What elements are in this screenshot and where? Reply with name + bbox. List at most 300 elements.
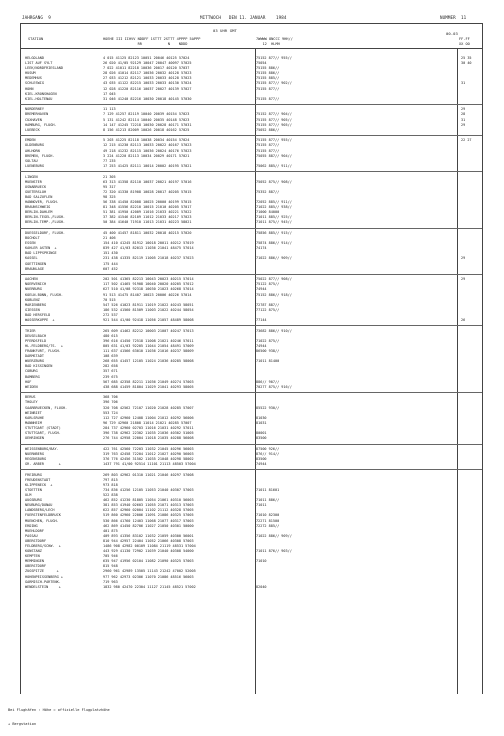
station-name: AHLHORN <box>25 148 40 153</box>
weather-groups: 83500 <box>256 456 267 461</box>
observation-groups: 95 317 <box>103 184 116 189</box>
station-row <box>20 267 482 272</box>
station-row <box>20 385 482 390</box>
observation-groups: 37 382 41546 82109 11012 21033 40217 57023 <box>103 215 192 220</box>
station-name: KOELN-BONN, FLUGH. <box>25 292 63 297</box>
observation-groups: 12 215 41230 82113 10033 20022 40167 57023 <box>103 143 192 148</box>
station-name: OBERSTDORF <box>25 564 47 569</box>
station-name: GIESSEN <box>25 307 40 312</box>
gust-values: 29 <box>461 256 466 261</box>
observation-groups: 12 028 41220 82116 10037 20027 40139 57027 <box>103 86 192 91</box>
station-group <box>20 138 482 169</box>
gust-values: 29 <box>461 122 466 127</box>
station-name: LUEBECK <box>25 127 40 132</box>
weather-groups: 75052 875// 908// <box>256 179 292 184</box>
gust-values: 29 <box>461 277 466 282</box>
observation-groups: 357 671 <box>103 369 118 374</box>
observation-groups: 186 532 41560 81509 11003 21022 40244 58054 <box>103 307 194 312</box>
station-name: BRAUNSCHWEIG <box>25 205 51 210</box>
observation-groups: 522 838 <box>103 493 118 498</box>
header-rule-top <box>20 23 482 24</box>
station-name: BERLIN-TEGEL,FLUGH. <box>25 215 66 220</box>
station-name: HAMBURG, FLUGH. <box>25 122 57 127</box>
observation-groups: 49 218 41232 82115 10036 20024 40176 57023 <box>103 148 192 153</box>
observation-groups: 368 706 <box>103 395 118 400</box>
station-name: SCHLESWIG <box>25 81 44 86</box>
column-header-ff-1: FF-FF <box>459 37 470 41</box>
weather-groups: 75155 886// <box>256 66 280 71</box>
weather-groups: 75152 877// 955// <box>256 56 292 60</box>
weather-groups: 75155 877// <box>256 86 280 91</box>
station-name: WENDELSTEIN + <box>25 584 61 589</box>
header-rule-bottom <box>20 48 482 49</box>
station-name: MUENCHEN, FLUGH. <box>25 518 59 523</box>
station-name: FRANKFURT, FLUGH. <box>25 349 61 354</box>
weather-groups: 71022 886// 909// <box>256 256 292 261</box>
station-name: DUESSELDORF, FLUGH. <box>25 231 66 235</box>
observation-groups: 1437 791 41/00 92514 11101 21113 48503 57004 <box>103 462 196 467</box>
observation-groups: 5 203 41225 82118 10038 20034 40154 57024 <box>103 138 190 143</box>
weather-groups: 71010 <box>256 559 267 564</box>
observation-groups: 81 348 41556 82210 10015 21010 40205 57017 <box>103 205 192 210</box>
group-separator <box>20 135 482 136</box>
station-name: MUEHLDORF <box>25 528 44 533</box>
weather-groups: 71011 886// <box>256 498 280 503</box>
observation-groups: 154 410 41245 81912 10018 20011 40212 57019 <box>103 241 194 246</box>
observation-groups: 17 045 <box>103 91 116 96</box>
observation-groups: 31 046 41240 82216 10030 20018 40145 57030 <box>103 96 192 101</box>
observation-groups: 635 947 41956 02104 11082 21090 40325 57003 <box>103 559 194 564</box>
observation-groups: 26 020 41/05 92129 10047 20047 40097 57025 <box>103 61 192 66</box>
station-name: WEISSENBURG/BAY. <box>25 446 59 451</box>
weather-groups: 81030 <box>256 415 267 420</box>
observation-groups: 567 685 42358 82211 11036 21049 40274 57003 <box>103 379 194 384</box>
observation-groups: 462 869 41450 82706 11027 21050 40301 50000 <box>103 523 194 528</box>
weather-groups: 72271 81500 <box>256 518 280 523</box>
station-name: OBERSTDORF <box>25 538 47 543</box>
station-name: STOETTEN <box>25 487 42 492</box>
station-name: MARIENBERG <box>25 302 47 307</box>
observation-groups: 72 320 41330 81908 10028 20017 40205 57015 <box>103 189 192 194</box>
station-name: HOF <box>25 379 32 384</box>
observation-groups: 462 852 41230 81805 11054 21061 40310 56003 <box>103 498 194 503</box>
weather-groups: 75155 877// 905// <box>256 122 292 127</box>
weather-groups: 75352 887// <box>256 189 280 194</box>
observation-groups: 438 688 41459 81804 11029 21041 40293 58005 <box>103 384 194 389</box>
weather-groups: 75155 877// <box>256 96 280 101</box>
station-name: LEEK/NORDFRIESLAND <box>25 66 63 71</box>
station-name: REGENSBURG <box>25 456 47 461</box>
station-name: BRAUNLAGE <box>25 266 44 271</box>
station-name: GOETTINGEN <box>25 261 47 266</box>
station-name: CUXHAVEN <box>25 117 42 122</box>
station-name: ERDING <box>25 523 38 528</box>
weather-groups: 74944 <box>256 343 267 348</box>
observation-groups: 2960 961 42989 13505 11143 21242 47002 52005 <box>103 569 196 574</box>
station-name: WASSERKUPPE + <box>25 318 55 323</box>
station-row <box>20 462 482 467</box>
footer-line-2: + Bergstation <box>8 721 37 726</box>
observation-groups: 1832 980 42470 22304 11127 21145 48521 57002 <box>103 584 196 589</box>
observation-groups: 530 866 41760 12403 11068 21077 40317 57003 <box>103 518 194 523</box>
station-name: GR. ARBER + <box>25 462 61 467</box>
station-name: LINGEN <box>25 174 38 179</box>
station-name: HL.FELDBERG/TS. + <box>25 343 63 348</box>
weather-groups: 82040 <box>256 584 267 589</box>
weather-groups: 75122 875// <box>256 282 280 287</box>
station-name: SAARBRUECKEN, FLUGH. <box>25 405 68 410</box>
weather-groups: 71011 876// 903// <box>256 549 292 554</box>
station-name: BAMBERG <box>25 374 40 379</box>
station-group <box>20 56 482 102</box>
station-name: MUENSTER <box>25 179 42 184</box>
station-name: HANNOVER, FLUGH. <box>25 199 59 204</box>
observation-groups: 96 729 42960 21808 11014 21021 40285 57007 <box>103 420 192 425</box>
group-separator <box>20 392 482 393</box>
station-name: NUERBURG <box>25 287 42 292</box>
station-name: BREMEN, FLUGH. <box>25 153 55 158</box>
station-group <box>20 473 482 590</box>
station-name: KONSTANZ <box>25 549 42 554</box>
observation-groups: 272 537 <box>103 312 118 317</box>
observation-groups: 839 427 41/03 82013 11036 21041 48475 57014 <box>103 246 194 251</box>
column-header-ff-2: XX OO <box>459 41 470 46</box>
station-name: NUERNBERG <box>25 451 44 456</box>
observation-groups: 8 156 41213 82009 10026 20018 40162 57025 <box>103 127 190 132</box>
station-name: BAD LIPPSPRINGE <box>25 251 57 256</box>
station-name: PASSAU <box>25 533 38 538</box>
observation-groups: 45 400 41457 81811 10032 20018 40215 57020 <box>103 231 192 235</box>
station-name: KEMPTEN <box>25 554 40 559</box>
volume-label: JAHRGANG 9 <box>22 15 51 20</box>
observation-groups: 480 615 <box>103 333 118 338</box>
weather-groups: 87500 926// <box>256 446 280 451</box>
station-name: BREMERHAVEN <box>25 112 49 117</box>
observation-groups: 320 708 42562 72107 11020 21028 40285 57007 <box>103 405 194 410</box>
station-name: BAD KISSINGEN <box>25 364 53 369</box>
observation-groups: 810 944 42957 22404 11052 21066 40308 57003 <box>103 538 194 543</box>
station-name: ESSEN <box>25 241 36 246</box>
observation-groups: 17 253 41425 82111 10014 20002 40195 57021 <box>103 163 192 168</box>
station-name: GARMISCH-PARTENK. <box>25 579 61 584</box>
observation-groups: 108 639 <box>103 354 118 359</box>
weather-groups: 75055 887// 904// <box>256 153 292 158</box>
group-separator <box>20 171 482 172</box>
station-row <box>20 97 482 102</box>
gust-values: 28 <box>461 112 466 117</box>
weather-groups: 75155 885// <box>256 76 280 81</box>
station-name: GUETERSLOH <box>25 189 47 194</box>
observation-groups: 396 706 <box>103 400 118 405</box>
weather-groups: 75155 886// <box>256 71 280 76</box>
weather-groups: 71022 885// 938// <box>256 205 292 210</box>
station-name: SOLTAU <box>25 158 38 163</box>
observation-groups: 607 452 <box>103 266 118 271</box>
station-name: MANNHEIM <box>25 420 42 425</box>
station-name: PFERDSFELD <box>25 338 47 343</box>
station-name: LIST AUF SYLT <box>25 61 53 66</box>
observation-groups: 50 384 41640 71910 11013 21031 40223 58021 <box>103 220 192 225</box>
station-name: KLIPPENECK + <box>25 482 53 487</box>
station-name: NOERVENICH <box>25 282 47 287</box>
station-name: BAD HERSFELD <box>25 312 51 317</box>
group-separator <box>20 469 482 470</box>
footer-line-1: Bei Flughäfen : Höhe = offizielle Flugplatzhöhe <box>8 708 110 713</box>
observation-groups: 1486 908 42982 00109 11084 21119 48531 57004 <box>103 544 196 548</box>
observation-groups: 268 655 41457 12105 11024 21036 40285 58008 <box>103 359 194 364</box>
station-name: MEMMINGEN <box>25 559 44 564</box>
observation-groups: 14 147 41245 72218 10030 20028 40171 57031 <box>103 122 192 127</box>
station-name: FELDBERG/SCHW. + <box>25 544 61 548</box>
station-name: FUERSTENFELDBRUCK <box>25 513 61 518</box>
station-name: LANDSBERG/LECH <box>25 508 55 513</box>
station-name: HOHN <box>25 86 34 91</box>
station-name: TRIER <box>25 328 36 333</box>
observation-groups: 239 675 <box>103 374 118 379</box>
observation-groups: 11 113 <box>103 107 116 112</box>
weather-groups: 73682 886// 910// <box>256 328 292 333</box>
station-name: KOBLENZ <box>25 297 40 302</box>
column-header-obs-1: HOEHE III IIHVV NDDFF 1STTT 2STTT 4PPPP 5APPP <box>103 37 201 41</box>
weather-groups: 75856 885// 915// <box>256 231 292 235</box>
observation-groups: 276 744 42958 22004 11018 21035 40288 56008 <box>103 436 194 441</box>
weather-groups: 75155 877// 902// <box>256 81 292 86</box>
station-name: BOCHOLT <box>25 236 40 241</box>
station-group <box>20 231 482 272</box>
weather-groups: 71022 875// <box>256 338 280 343</box>
weather-groups: 74174 <box>256 246 267 251</box>
weather-groups: 71011 <box>256 503 267 508</box>
station-name: LUENEBURG <box>25 163 44 168</box>
station-group <box>20 447 482 467</box>
weather-groups: 83500 <box>256 436 267 441</box>
weather-groups: 75155 877// 905// <box>256 117 292 122</box>
observation-groups: 409 893 41356 83102 11032 21059 40300 56001 <box>103 533 194 538</box>
station-row <box>20 585 482 590</box>
observation-groups: 7 129 41257 82119 10040 20039 40154 57023 <box>103 112 190 117</box>
group-separator <box>20 104 482 105</box>
weather-groups: 70277 875// 916// <box>256 384 292 389</box>
station-name: KIEL-KRONSHAGEN <box>25 91 57 96</box>
weather-groups: 75052 886// <box>256 127 280 132</box>
period-label: 00-03 <box>446 31 458 36</box>
station-row <box>20 128 482 133</box>
station-name: NEUBURG/DONAU <box>25 503 53 508</box>
observation-groups: 401 875 <box>103 528 118 533</box>
observation-groups: 265 609 41462 82212 10003 21007 40247 57013 <box>103 328 194 333</box>
observation-groups: 977 962 42973 02306 11070 21086 48516 56003 <box>103 574 194 579</box>
station-name: WEIDEN <box>25 384 38 389</box>
station-name: BERLIN-DAHLEM <box>25 210 53 215</box>
observation-groups: 376 776 42456 31502 11035 21048 40298 58002 <box>103 456 194 461</box>
group-separator <box>20 274 482 275</box>
weather-groups: 85522 930// <box>256 405 280 410</box>
weather-groups: 75022 877// 908// <box>256 277 292 282</box>
group-separator <box>20 444 482 445</box>
station-name: KASSEL <box>25 256 38 261</box>
observation-groups: 547 526 41023 81911 11019 21022 40243 58051 <box>103 302 194 307</box>
observation-groups: 719 963 <box>103 579 118 584</box>
observation-groups: 269 803 42962 01310 11021 21046 40297 57008 <box>103 472 194 477</box>
weather-groups: 71010 82300 <box>256 513 280 518</box>
weather-groups: 80001 <box>256 431 267 436</box>
observation-groups: 151 430 <box>103 251 118 256</box>
station-name: EMDEN <box>25 138 36 143</box>
station-name: BERUS <box>25 395 36 400</box>
issue-date: MITTWOCH DEN 11. JANUAR 1984 <box>200 15 287 20</box>
observation-groups: 381 853 41940 02603 11055 21071 40313 57003 <box>103 503 194 508</box>
weather-groups: 75152 886// 918// <box>256 292 292 297</box>
gust-values: 22 27 <box>461 138 472 143</box>
observation-groups: 734 836 41256 12105 11053 21040 40307 57003 <box>103 487 194 492</box>
issue-number: NUMMER 11 <box>440 15 467 20</box>
station-name: BERLIN-TEMP.,FLUGH. <box>25 220 66 225</box>
observation-groups: 396 616 41450 72518 11008 21021 40246 57011 <box>103 338 194 343</box>
station-name: WUERZBURG <box>25 359 44 364</box>
station-name: MEDEMHUS <box>25 76 42 81</box>
observation-time: 03 UHR GMT <box>213 28 237 33</box>
observation-groups: 705 946 <box>103 554 118 559</box>
station-name: NORDERNEY <box>25 107 44 112</box>
observation-groups: 21 305 <box>103 174 116 179</box>
weather-groups: 71022 886// 909// <box>256 533 292 538</box>
observation-groups: 43 035 41122 82215 10033 20033 40130 57024 <box>103 81 192 86</box>
station-name: HELGOLAND <box>25 56 44 60</box>
observation-groups: 7 022 41011 82218 10036 20017 40120 57037 <box>103 66 190 71</box>
weather-groups: 77122 875// <box>256 307 280 312</box>
station-name: ULM <box>25 493 32 498</box>
station-name: HUSUM <box>25 71 36 76</box>
observation-groups: 422 761 42560 72203 11032 21045 40296 56003 <box>103 446 194 451</box>
weather-groups: 886// 907// <box>256 379 280 384</box>
weather-groups: 75155 877// <box>256 148 280 153</box>
observation-groups: 396 738 42962 22302 11035 21036 40302 51005 <box>103 431 194 436</box>
station-name: DARMSTADT <box>25 354 44 359</box>
observation-groups: 284 737 42960 02703 11016 21031 40292 57011 <box>103 425 194 430</box>
station-name: COBURG <box>25 369 38 374</box>
station-row <box>20 436 482 441</box>
observation-groups: 70 515 <box>103 297 116 302</box>
station-name: OLDENBURG <box>25 143 44 148</box>
observation-groups: 117 502 41465 91908 10040 20020 40205 57012 <box>103 282 194 287</box>
station-name: KIEL-HOLTENAU <box>25 96 53 101</box>
weather-groups: 71011 81601 <box>256 487 280 492</box>
weather-groups: 81031 <box>256 420 267 425</box>
observation-groups: 51 381 41950 42009 11016 21033 40221 57022 <box>103 210 192 215</box>
weather-groups: 71000 84000 <box>256 210 280 215</box>
weather-groups: 75155 877// <box>256 143 280 148</box>
observation-groups: 921 544 41/00 92418 11056 21057 48489 58008 <box>103 318 194 323</box>
station-group <box>20 277 482 323</box>
gust-values: 30 40 <box>461 61 472 66</box>
observation-groups: 519 860 42960 22006 11091 21086 40325 57005 <box>103 513 194 518</box>
observation-groups: 4 015 41125 82123 10051 20046 40125 57024 <box>103 56 190 60</box>
weather-groups: 77144 <box>256 318 267 323</box>
station-name: STUTTGART (STADT) <box>25 425 61 430</box>
observation-groups: 805 631 41/03 92205 11044 21054 48491 57009 <box>103 343 194 348</box>
station-group <box>20 395 482 441</box>
weather-groups: 74944 <box>256 462 267 467</box>
frame-right <box>482 23 483 694</box>
observation-groups: 63 313 41358 82110 10037 20021 40197 57016 <box>103 179 192 184</box>
gust-values: 29 <box>461 107 466 112</box>
station-name: HOHENPEISSENBERG + <box>25 574 63 579</box>
observation-groups: 5 131 41242 82114 10040 20035 40148 57023 <box>103 117 190 122</box>
observation-groups: 21 406 <box>103 236 116 241</box>
observation-groups: 622 857 42960 02004 11102 21112 40328 57005 <box>103 508 194 513</box>
column-header-ww-2: 12 HLMH <box>256 41 280 46</box>
observation-groups: 91 513 41475 81407 10023 20006 40226 57014 <box>103 292 192 297</box>
observation-groups: 202 501 41365 82213 10043 20023 40215 57014 <box>103 277 194 282</box>
station-row <box>20 220 482 225</box>
observation-groups: 175 444 <box>103 261 118 266</box>
gust-values: 25 35 <box>461 56 472 60</box>
station-name: OEHRINGEN <box>25 436 44 441</box>
station-name: OSNABRUECK <box>25 184 47 189</box>
station-row <box>20 164 482 169</box>
station-group <box>20 175 482 226</box>
observation-groups: 553 724 <box>103 410 118 415</box>
observation-groups: 98 325 <box>103 194 116 199</box>
station-name: FREIBURG <box>25 472 42 477</box>
observation-groups: 973 818 <box>103 482 118 487</box>
column-header-obs-2: RR N NDDD <box>103 41 188 46</box>
weather-groups: 86500 938// <box>256 349 280 354</box>
weather-groups: 72787 887// <box>256 302 280 307</box>
station-name: WEINBIET <box>25 410 42 415</box>
observation-groups: 797 815 <box>103 477 118 482</box>
gust-values: 31 <box>461 81 466 86</box>
weather-groups: 71011 885// 925// <box>256 215 292 220</box>
observation-groups: 627 510 41/08 92318 10030 21023 40268 57014 <box>103 287 194 292</box>
weather-groups: 72052 885// 911// <box>256 199 292 204</box>
station-name: ZUGSPITZE + <box>25 569 59 574</box>
observation-groups: 77 235 <box>103 158 116 163</box>
group-separator <box>20 325 482 326</box>
group-separator <box>20 228 482 229</box>
weather-groups: 71011 81400 <box>256 359 280 364</box>
station-name: FREUDENSTADT <box>25 477 51 482</box>
station-name: KARLSRUHE <box>25 415 44 420</box>
station-name: BAD SALZUFLEN <box>25 194 53 199</box>
weather-groups: 75054 <box>256 61 267 66</box>
gust-values: 26 <box>461 318 466 323</box>
gust-values: 31 <box>461 117 466 122</box>
weather-groups: 75155 877// 955// <box>256 138 292 143</box>
column-header-ww-1: 7WWWW 8NCCC 9HH// <box>256 37 293 41</box>
station-name: AACHEN <box>25 277 38 282</box>
station-group <box>20 107 482 132</box>
station-name: THOLEY <box>25 400 38 405</box>
observation-groups: 112 727 42960 12408 11004 21012 40292 56006 <box>103 415 194 420</box>
weather-groups: 72272 885// <box>256 523 280 528</box>
column-header-station: STATION <box>28 37 44 41</box>
observation-groups: 56 338 41450 82008 10025 20000 40199 57015 <box>103 199 192 204</box>
station-row <box>20 318 482 323</box>
observation-groups: 111 637 41566 63010 11036 21016 40237 58009 <box>103 349 194 354</box>
station-name: AUGSBURG <box>25 498 42 503</box>
observation-groups: 282 658 <box>103 364 118 369</box>
weather-groups: 75152 877// 904// <box>256 112 292 117</box>
weather-groups: 75874 886// 914// <box>256 241 292 246</box>
observation-groups: 28 026 41014 82117 10036 20032 40128 57023 <box>103 71 192 76</box>
weather-groups: 74944 <box>256 287 267 292</box>
station-name: DEUSELBACH <box>25 333 47 338</box>
station-group <box>20 329 482 390</box>
weather-groups: 876// 914// <box>256 451 280 456</box>
observation-groups: 815 948 <box>103 564 118 569</box>
station-name: KAHLER ASTEN + <box>25 246 57 251</box>
